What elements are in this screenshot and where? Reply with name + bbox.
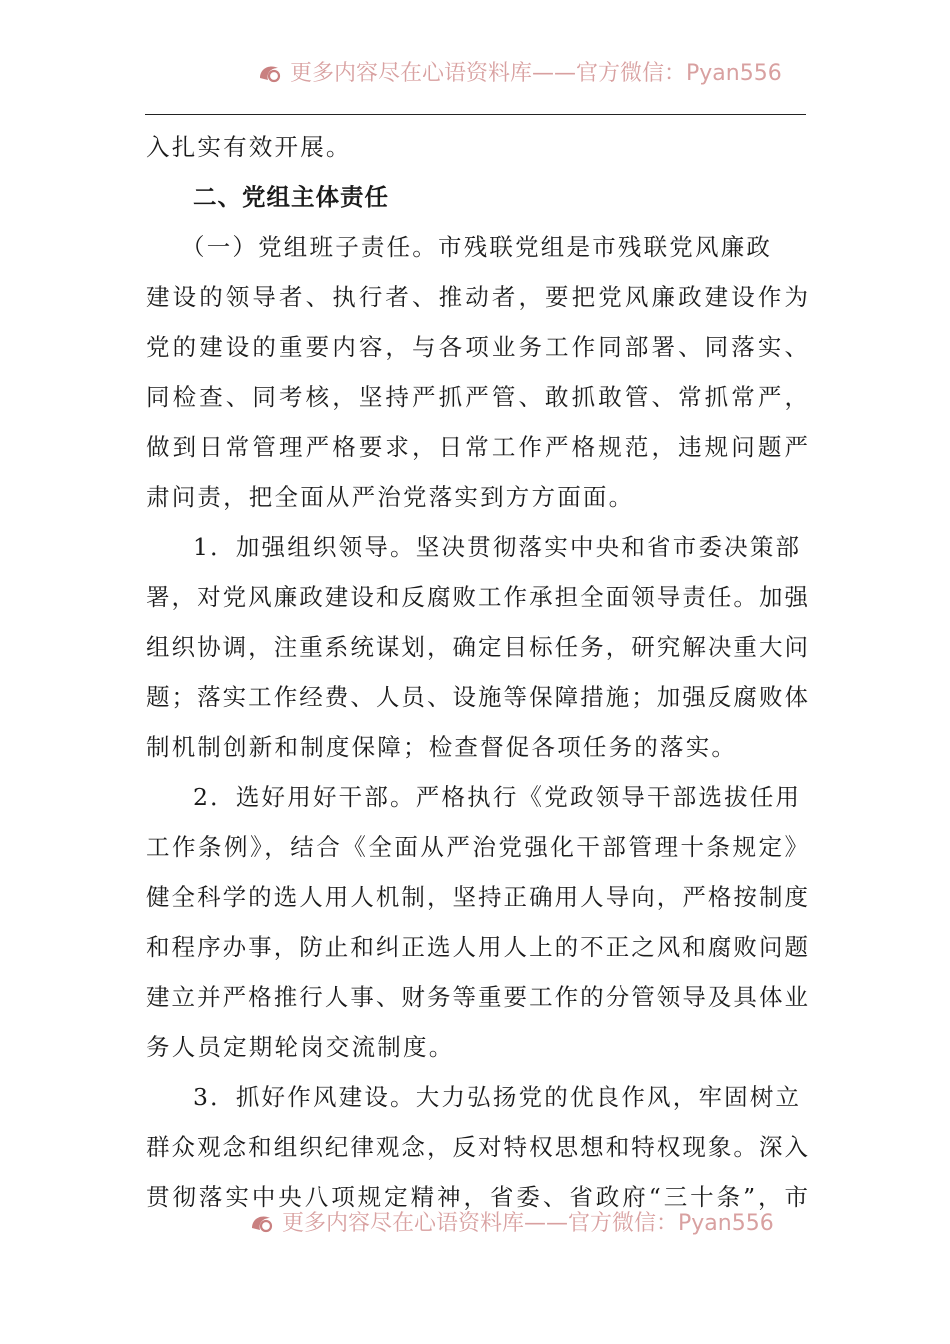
paragraph-line: 3．抓好作风建设。大力弘扬党的优良作风，牢固树立 [193, 1083, 802, 1111]
paragraph-line: 工作条例》，结合《全面从严治党强化干部管理十条规定》 [146, 833, 808, 861]
paragraph-line: 和程序办事，防止和纠正选人用人上的不正之风和腐败问题 [146, 933, 808, 961]
paragraph-line: 健全科学的选人用人机制，坚持正确用人导向，严格按制度 [146, 883, 808, 911]
paragraph-line: 同检查、同考核，坚持严抓严管、敢抓敢管、常抓常严， [146, 383, 808, 411]
paragraph-line: 贯彻落实中央八项规定精神，省委、省政府“三十条”，市 [146, 1183, 808, 1211]
paragraph-line: 1．加强组织领导。坚决贯彻落实中央和省市委决策部 [193, 533, 802, 561]
footer-watermark [0, 1202, 950, 1242]
section-heading: 二、党组主体责任 [193, 183, 389, 211]
paragraph-line: 建立并严格推行人事、财务等重要工作的分管领导及具体业 [146, 983, 808, 1011]
header-divider [145, 114, 806, 115]
paragraph-line: 做到日常管理严格要求，日常工作严格规范，违规问题严 [146, 433, 808, 461]
paragraph-line: 组织协调，注重系统谋划，确定目标任务，研究解决重大问 [146, 633, 808, 661]
paragraph-line: 制机制创新和制度保障；检查督促各项任务的落实。 [146, 733, 738, 761]
watermark-text: 更多内容尽在心语资料库——官方微信：Pyan556 [282, 1211, 774, 1236]
watermark-text: 更多内容尽在心语资料库——官方微信：Pyan556 [290, 61, 782, 86]
paragraph-line: 2．选好用好干部。严格执行《党政领导干部选拔任用 [193, 783, 802, 811]
header-watermark [0, 52, 950, 92]
document-body [146, 122, 808, 1222]
paragraph-line: （一）党组班子责任。市残联党组是市残联党风廉政 [181, 233, 773, 261]
logo-icon [248, 1208, 276, 1236]
paragraph-line: 入扎实有效开展。 [146, 133, 352, 161]
logo-icon [256, 58, 284, 86]
paragraph-line: 群众观念和组织纪律观念，反对特权思想和特权现象。深入 [146, 1133, 808, 1161]
paragraph-line: 题；落实工作经费、人员、设施等保障措施；加强反腐败体 [146, 683, 808, 711]
paragraph-line: 务人员定期轮岗交流制度。 [146, 1033, 455, 1061]
paragraph-line: 建设的领导者、执行者、推动者，要把党风廉政建设作为 [146, 283, 808, 311]
paragraph-line: 署，对党风廉政建设和反腐败工作承担全面领导责任。加强 [146, 583, 808, 611]
paragraph-line: 肃问责，把全面从严治党落实到方方面面。 [146, 483, 635, 511]
paragraph-line: 党的建设的重要内容，与各项业务工作同部署、同落实、 [146, 333, 808, 361]
